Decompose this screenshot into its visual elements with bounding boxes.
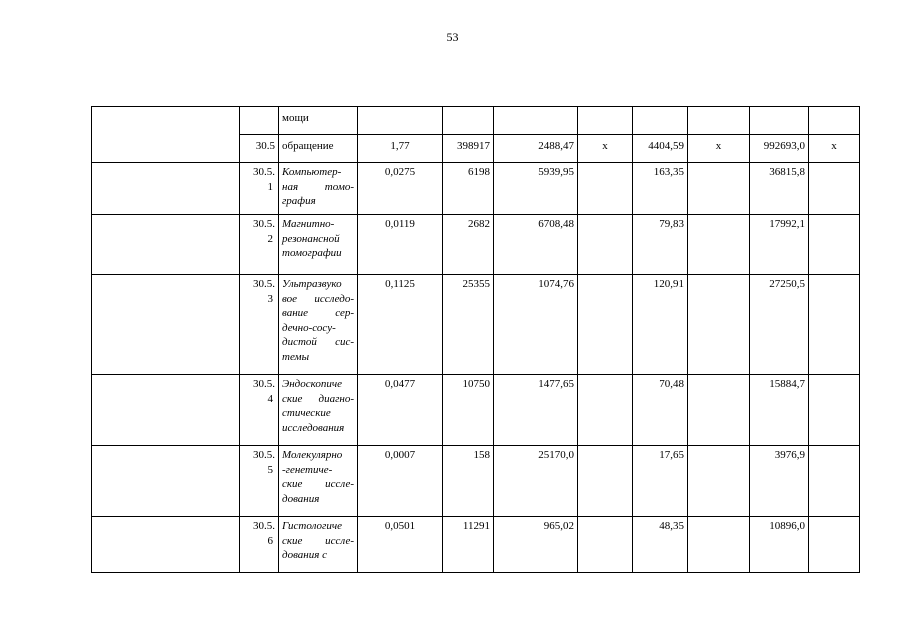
row-name-line: исследования xyxy=(282,421,345,434)
table-row xyxy=(92,163,860,215)
total-v4: 4404,59 xyxy=(633,135,688,163)
row-v4: 70,48 xyxy=(633,375,688,446)
blank-cell xyxy=(809,517,860,573)
row-v3: 6708,48 xyxy=(494,215,578,275)
blank-cell xyxy=(578,517,633,573)
blank-cell xyxy=(578,446,633,517)
row-name xyxy=(279,275,358,375)
row-v2: 10750 xyxy=(443,375,494,446)
row-name-line: темы xyxy=(282,350,310,363)
row-v4: 48,35 xyxy=(633,517,688,573)
row-code xyxy=(240,446,279,517)
continuation-row xyxy=(92,107,860,135)
row-name-line: дования с xyxy=(282,549,327,561)
row-code xyxy=(240,517,279,573)
row-name-line: дования xyxy=(282,492,320,505)
row-v2: 2682 xyxy=(443,215,494,275)
total-x1: х xyxy=(578,135,633,163)
row-name xyxy=(279,215,358,275)
blank-cell xyxy=(809,215,860,275)
table-row xyxy=(92,446,860,517)
row-code-part-a: 30.5. xyxy=(253,378,275,390)
blank-cell xyxy=(688,107,750,135)
row-name-line: вание сер- xyxy=(282,307,354,319)
row-name xyxy=(279,163,358,215)
row-v3: 965,02 xyxy=(494,517,578,573)
blank-cell xyxy=(688,275,750,375)
row-code-part-a: 30.5. xyxy=(253,449,275,461)
row-name-line: -генетиче- xyxy=(282,463,333,476)
row-name-line: дечно-сосу- xyxy=(282,321,336,334)
row-v5: 3976,9 xyxy=(750,446,809,517)
row-v4: 120,91 xyxy=(633,275,688,375)
row-name-line: резонансной xyxy=(282,232,340,245)
blank-cell xyxy=(688,517,750,573)
row-name-line: графия xyxy=(282,195,316,207)
row-code-part-a: 30.5. xyxy=(253,278,275,290)
row-name-line: ские иссле- xyxy=(282,534,354,547)
row-code xyxy=(240,275,279,375)
row-name-line: ная томо- xyxy=(282,180,354,193)
blank-cell xyxy=(688,215,750,275)
total-v3: 2488,47 xyxy=(494,135,578,163)
row-code xyxy=(240,215,279,275)
row-v5: 15884,7 xyxy=(750,375,809,446)
row-code-part-a: 30.5. xyxy=(253,520,275,532)
blank-cell xyxy=(809,275,860,375)
blank-cell xyxy=(688,375,750,446)
total-name: обращение xyxy=(279,135,358,163)
row-v3: 1477,65 xyxy=(494,375,578,446)
row-code-part-a: 30.5. xyxy=(253,218,275,230)
blank-cell xyxy=(809,107,860,135)
table-row xyxy=(92,275,860,375)
total-v1: 1,77 xyxy=(358,135,443,163)
row-v2: 25355 xyxy=(443,275,494,375)
blank-cell xyxy=(809,446,860,517)
row-name-line: Молекулярно xyxy=(282,449,343,461)
table-row xyxy=(92,375,860,446)
row-name-line: томографии xyxy=(282,247,342,259)
row-v1: 0,0007 xyxy=(358,446,443,517)
blank-cell xyxy=(809,375,860,446)
row-v5: 10896,0 xyxy=(750,517,809,573)
row-v5: 36815,8 xyxy=(750,163,809,215)
row-name xyxy=(279,375,358,446)
total-x3: х xyxy=(809,135,860,163)
row-v2: 6198 xyxy=(443,163,494,215)
row-name-line: Компьютер- xyxy=(282,166,342,178)
blank-cell xyxy=(578,163,633,215)
row-name-line: Ультразвуко xyxy=(282,278,342,290)
row-name-line: стические xyxy=(282,407,331,419)
blank-cell xyxy=(578,107,633,135)
blank-cell xyxy=(92,107,240,163)
row-code xyxy=(240,375,279,446)
row-code-part-b: 3 xyxy=(267,292,273,305)
blank-cell xyxy=(358,107,443,135)
row-code-part-b: 1 xyxy=(267,180,273,193)
blank-cell xyxy=(92,275,240,375)
blank-cell xyxy=(578,275,633,375)
row-v5: 17992,1 xyxy=(750,215,809,275)
blank-cell xyxy=(240,107,279,135)
blank-cell xyxy=(688,163,750,215)
row-v2: 11291 xyxy=(443,517,494,573)
blank-cell xyxy=(578,375,633,446)
blank-cell xyxy=(809,163,860,215)
row-code-part-b: 6 xyxy=(267,534,273,547)
row-name xyxy=(279,517,358,573)
row-code-part-b: 2 xyxy=(267,232,273,245)
row-v1: 0,0501 xyxy=(358,517,443,573)
blank-cell xyxy=(92,375,240,446)
blank-cell xyxy=(92,163,240,215)
blank-cell xyxy=(92,517,240,573)
total-v2: 398917 xyxy=(443,135,494,163)
row-v1: 0,0119 xyxy=(358,215,443,275)
row-v5: 27250,5 xyxy=(750,275,809,375)
table-row xyxy=(92,517,860,573)
page-number: 53 xyxy=(446,30,459,44)
row-code-part-b: 4 xyxy=(267,392,273,405)
blank-cell xyxy=(578,215,633,275)
row-v3: 25170,0 xyxy=(494,446,578,517)
total-code: 30.5 xyxy=(240,135,279,163)
blank-cell xyxy=(494,107,578,135)
blank-cell xyxy=(92,446,240,517)
blank-cell xyxy=(92,215,240,275)
row-v2: 158 xyxy=(443,446,494,517)
blank-cell xyxy=(633,107,688,135)
row-v4: 163,35 xyxy=(633,163,688,215)
row-v3: 5939,95 xyxy=(494,163,578,215)
row-name-line: Магнитно- xyxy=(282,218,335,230)
row-v1: 0,1125 xyxy=(358,275,443,375)
row-name-line: Эндоскопиче xyxy=(282,378,342,390)
row-name xyxy=(279,446,358,517)
row-name-line: ские диагно- xyxy=(282,392,354,405)
continuation-name: мощи xyxy=(279,107,358,135)
table-row xyxy=(92,215,860,275)
row-v1: 0,0275 xyxy=(358,163,443,215)
blank-cell xyxy=(688,446,750,517)
row-name-line: дистой сис- xyxy=(282,336,354,348)
row-v1: 0,0477 xyxy=(358,375,443,446)
data-table xyxy=(91,106,860,573)
total-x2: х xyxy=(688,135,750,163)
row-name-line: ские иссле- xyxy=(282,478,354,490)
row-code-part-a: 30.5. xyxy=(253,166,275,178)
row-v4: 79,83 xyxy=(633,215,688,275)
blank-cell xyxy=(750,107,809,135)
row-v4: 17,65 xyxy=(633,446,688,517)
row-name-line: вое исследо- xyxy=(282,292,354,305)
row-code-part-b: 5 xyxy=(267,463,273,476)
row-name-line: Гистологиче xyxy=(282,520,342,532)
blank-cell xyxy=(443,107,494,135)
row-code xyxy=(240,163,279,215)
row-v3: 1074,76 xyxy=(494,275,578,375)
total-v5: 992693,0 xyxy=(750,135,809,163)
